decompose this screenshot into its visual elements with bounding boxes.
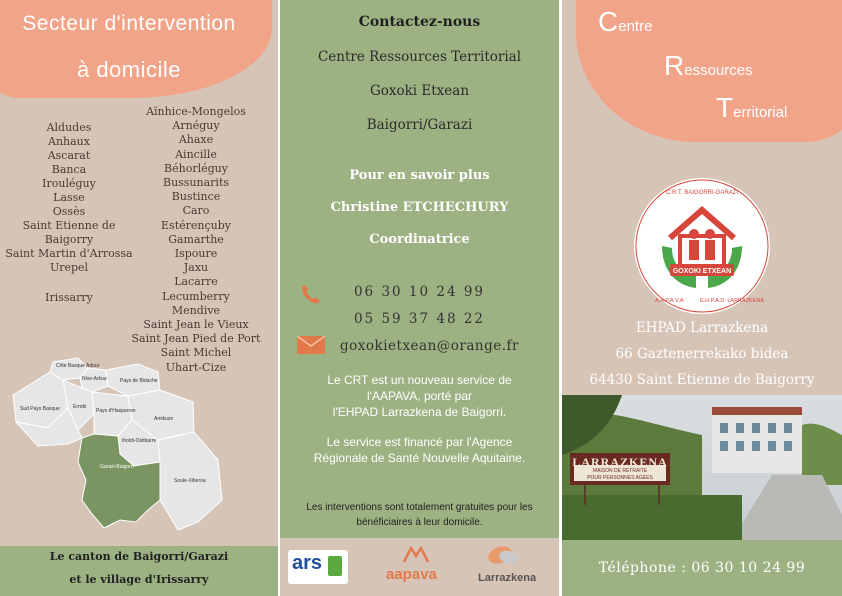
address-line2: 66 Gaztenerrekako bidea xyxy=(615,346,789,362)
commune: Béhorléguy xyxy=(164,161,228,175)
building-photo xyxy=(562,395,842,540)
map-label: Pays de Bidache xyxy=(120,378,158,384)
commune: Bussunarits xyxy=(162,176,230,190)
left-panel xyxy=(0,0,278,596)
desc-line: Régionale de Santé Nouvelle Aquitaine. xyxy=(313,451,526,465)
crt-word: erritorial xyxy=(733,104,788,121)
commune: Ahaxe xyxy=(178,133,214,147)
commune-list-2 xyxy=(126,105,266,375)
commune: Gamarthe xyxy=(168,232,224,246)
map-label: Iholdi-Ostibarre xyxy=(122,438,157,444)
desc-line: Le CRT est un nouveau service de xyxy=(327,373,512,387)
crt-letter: T xyxy=(716,92,734,123)
aapava-logo-text: aapava xyxy=(386,566,437,583)
aapava-logo xyxy=(380,544,452,590)
right-footer xyxy=(562,540,842,596)
commune: Irouléguy xyxy=(42,177,96,190)
commune: Aldudes xyxy=(46,121,92,134)
org-name-line1: Centre Ressources Territorial xyxy=(317,49,522,65)
commune-irissarry: Irissarry xyxy=(45,291,93,304)
desc-line: Le service est financé par l'Agence xyxy=(326,435,513,449)
middle-panel xyxy=(280,0,559,596)
email-link[interactable]: goxokietxean@orange.fr xyxy=(340,338,519,354)
partner-logos xyxy=(280,538,559,596)
map-label: Côte Basque Adour xyxy=(56,363,100,369)
map-label: Amikuze xyxy=(154,416,174,422)
commune: Baigorry xyxy=(44,233,94,246)
crt-title-line1 xyxy=(598,6,652,38)
commune: Banca xyxy=(51,163,87,176)
section-title-line2: à domicile xyxy=(76,57,182,82)
crt-word: entre xyxy=(618,18,653,35)
sign-sub-text-1: MAISON DE RETRAITE xyxy=(592,468,648,474)
description-funding xyxy=(280,434,559,466)
desc-line: l'AAPAVA, porté par xyxy=(366,389,472,403)
crt-title-line2 xyxy=(664,50,753,82)
desc-line: bénéficiaires à leur domicile. xyxy=(356,517,483,528)
commune: Saint Martin d'Arrossa xyxy=(5,247,133,260)
org-name-line3: Baigorri/Garazi xyxy=(366,117,473,133)
commune: Anhaux xyxy=(48,135,90,148)
crt-letter: R xyxy=(664,50,685,81)
footer-phone[interactable]: Téléphone : 06 30 10 24 99 xyxy=(598,560,806,576)
org-name-line2: Goxoki Etxean xyxy=(369,83,470,99)
ars-logo xyxy=(288,550,348,584)
address-line3: 64430 Saint Etienne de Baigorry xyxy=(589,372,815,388)
commune: Uhart-Cize xyxy=(165,360,227,374)
desc-line: l'EHPAD Larrazkena de Baigorri. xyxy=(332,405,507,419)
commune: Lecumberry xyxy=(162,289,230,303)
emblem-left-text: A.A.P.A.V.A. xyxy=(655,298,685,304)
larrazkena-logo-text: Larrazkena xyxy=(478,572,537,584)
left-footer xyxy=(0,546,278,596)
footer-line2: et le village d'Irissarry xyxy=(69,573,209,586)
commune: Caro xyxy=(182,204,210,218)
contact-title: Contactez-nous xyxy=(358,14,481,30)
map-label: Errobi xyxy=(73,404,87,410)
commune: Saint Etienne de xyxy=(22,219,116,232)
info-title: Pour en savoir plus xyxy=(349,168,490,183)
commune-list-1 xyxy=(0,121,138,275)
commune: Jaxu xyxy=(183,261,209,275)
map-label: Soule-Xiberoa xyxy=(174,478,206,484)
commune: Ascarat xyxy=(47,149,91,162)
ars-logo-mark xyxy=(328,556,342,576)
crt-emblem-logo xyxy=(632,176,772,316)
section-title-line1: Secteur d'intervention xyxy=(22,12,236,35)
right-panel xyxy=(562,0,842,596)
emblem-right-text: E.H.P.A.D. LARRAZKENA xyxy=(699,298,765,304)
crt-title-line3 xyxy=(716,92,787,124)
commune: Aincille xyxy=(175,147,217,161)
map-label: Sud Pays Basque xyxy=(20,406,60,412)
commune: Aïnhice-Mongelos xyxy=(146,105,246,118)
commune: Urepel xyxy=(49,261,89,274)
description-crt xyxy=(280,372,559,420)
contact-role: Coordinatrice xyxy=(369,232,470,247)
commune: Saint Michel xyxy=(160,346,232,360)
sign-main-text: LARRAZKENA xyxy=(572,455,668,469)
commune: Arnéguy xyxy=(172,119,220,133)
commune: Lacarre xyxy=(174,275,218,289)
desc-line: Les interventions sont totalement gratuites pour les xyxy=(306,502,533,513)
map-label: Nive-Adour xyxy=(82,376,108,382)
description-free xyxy=(280,500,559,530)
address-line1: EHPAD Larrazkena xyxy=(635,320,769,336)
commune: Ossès xyxy=(52,205,86,218)
map-label: Pays d'Hasparren xyxy=(96,408,136,414)
contact-person: Christine ETCHECHURY xyxy=(330,200,509,215)
footer-line1: Le canton de Baigorri/Garazi xyxy=(49,550,229,563)
commune: Ispoure xyxy=(174,247,218,261)
larrazkena-logo xyxy=(470,542,552,592)
commune: Saint Jean le Vieux xyxy=(143,318,249,332)
map-label: Garazi-Baigorri xyxy=(100,464,134,470)
leaf-icon xyxy=(486,542,520,568)
phone-number-2[interactable]: 05 59 37 48 22 xyxy=(353,311,486,327)
territory-map xyxy=(8,350,238,540)
commune: Mendive xyxy=(171,303,221,317)
commune: Bustince xyxy=(171,190,221,204)
phone-number-1[interactable]: 06 30 10 24 99 xyxy=(353,284,486,300)
emblem-top-text: C.R.T. BAIGORRI-GARAZI xyxy=(665,190,739,196)
ars-logo-text: ars xyxy=(292,552,323,574)
crt-word: essources xyxy=(684,62,753,79)
emblem-banner-text: GOXOKI ETXEAN xyxy=(672,268,732,275)
commune: Estérençuby xyxy=(161,218,231,232)
commune: Saint Jean Pied de Port xyxy=(131,332,261,346)
aapava-logo-mark xyxy=(402,544,430,564)
sign-sub-text-2: POUR PERSONNES AGÉES xyxy=(587,475,653,481)
crt-letter: C xyxy=(598,6,619,37)
commune: Lasse xyxy=(53,191,85,204)
